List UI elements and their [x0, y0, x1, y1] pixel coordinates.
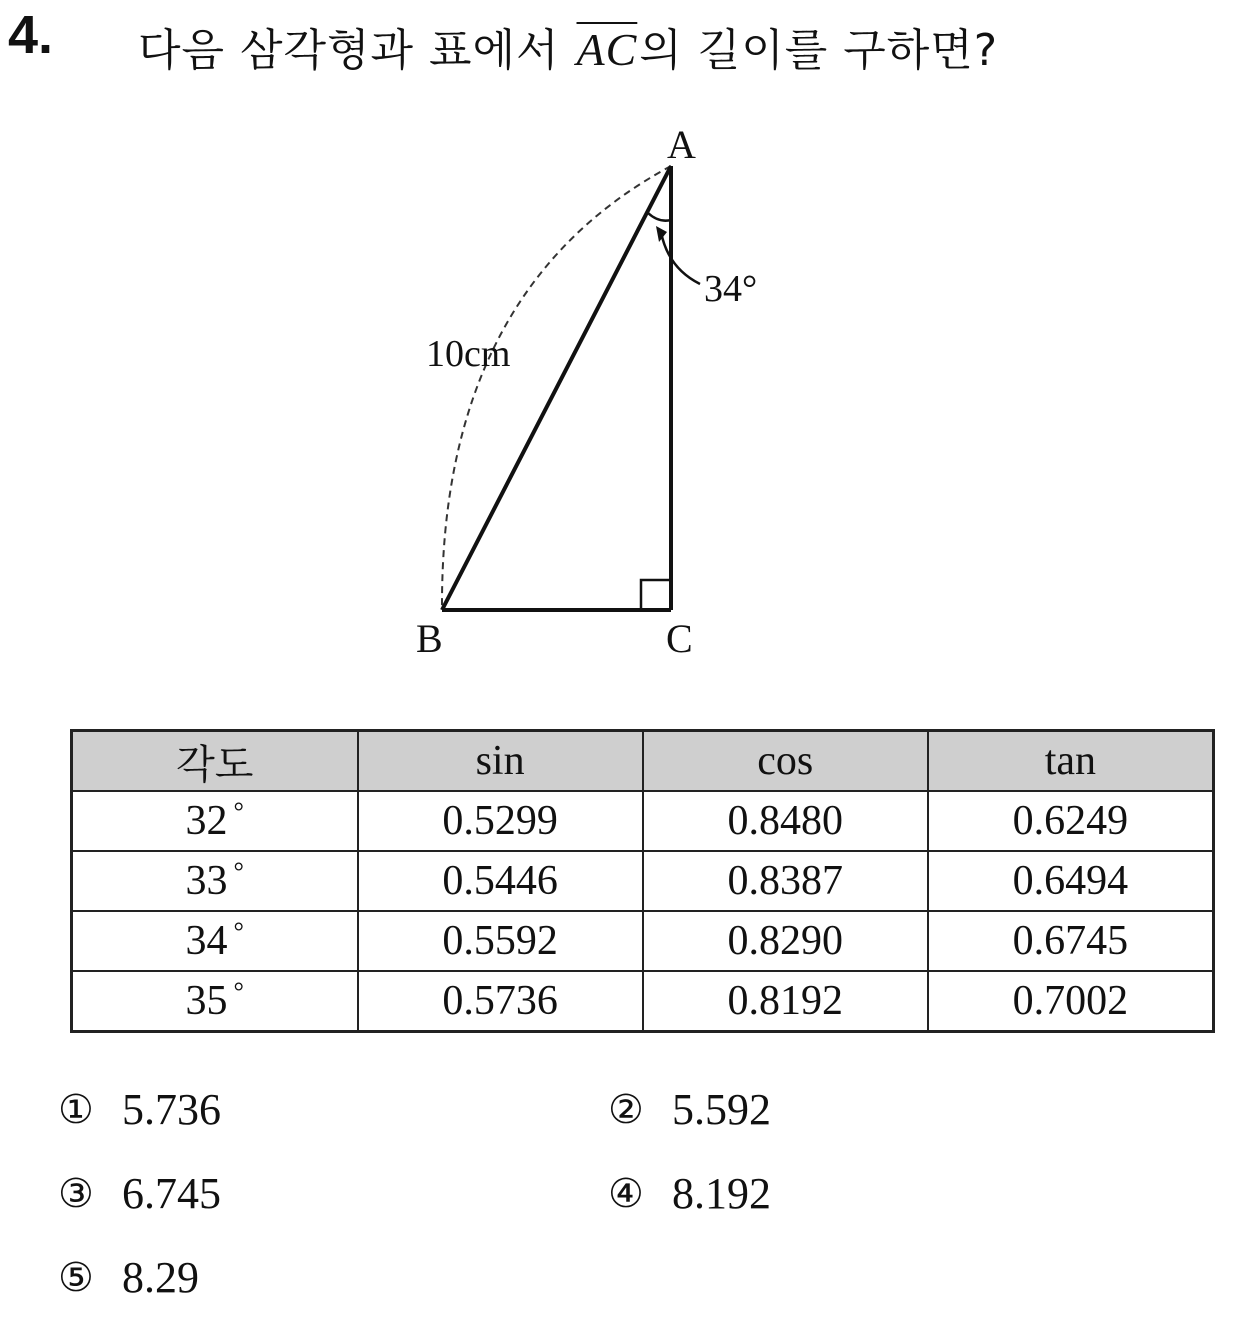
trig-table — [70, 729, 1215, 1033]
hypotenuse-length-label: 10cm — [426, 333, 511, 375]
choice-value: 8.29 — [122, 1253, 199, 1302]
angle-cell: 33 ° — [72, 851, 358, 911]
tan-cell: 0.7002 — [928, 971, 1214, 1032]
choice-1[interactable] — [58, 1084, 221, 1135]
choice-2[interactable] — [608, 1084, 771, 1135]
degree-mark: ° — [233, 857, 244, 886]
tan-cell: 0.6494 — [928, 851, 1214, 911]
header-angle: 각도 — [72, 731, 358, 792]
angle-arc-a — [648, 213, 671, 221]
table-row — [72, 851, 1214, 911]
header-cos: cos — [643, 731, 928, 792]
angle-pointer — [661, 232, 700, 284]
choice-value: 5.592 — [672, 1085, 771, 1134]
choice-3[interactable] — [58, 1168, 221, 1219]
angle-cell: 34 ° — [72, 911, 358, 971]
choice-value: 8.192 — [672, 1169, 771, 1218]
cos-cell: 0.8290 — [643, 911, 928, 971]
tan-cell: 0.6249 — [928, 791, 1214, 851]
choice-marker: ① — [58, 1086, 94, 1133]
choice-value: 5.736 — [122, 1085, 221, 1134]
choice-marker: ⑤ — [58, 1254, 94, 1301]
choice-marker: ② — [608, 1086, 644, 1133]
sin-cell: 0.5592 — [358, 911, 643, 971]
cos-cell: 0.8192 — [643, 971, 928, 1032]
choice-5[interactable] — [58, 1252, 199, 1303]
sin-cell: 0.5299 — [358, 791, 643, 851]
right-angle-mark — [641, 580, 671, 610]
table-row — [72, 971, 1214, 1032]
angle-cell: 35 ° — [72, 971, 358, 1032]
segment-ac-label: $\overline{AC}$ — [576, 24, 638, 75]
degree-mark: ° — [233, 917, 244, 946]
question-number: 4. — [8, 5, 54, 65]
question-text-after: 의 길이를 구하면? — [639, 25, 999, 76]
tan-cell: 0.6745 — [928, 911, 1214, 971]
sin-cell: 0.5446 — [358, 851, 643, 911]
table-row — [72, 911, 1214, 971]
angle-cell: 32 ° — [72, 791, 358, 851]
header-sin: sin — [358, 731, 643, 792]
vertex-c: C — [666, 616, 693, 661]
table-header-row — [72, 731, 1214, 792]
vertex-b: B — [416, 616, 443, 661]
question-text-before: 다음 삼각형과 표에서 — [138, 25, 560, 76]
degree-mark: ° — [233, 977, 244, 1006]
degree-mark: ° — [233, 797, 244, 826]
choice-value: 6.745 — [122, 1169, 221, 1218]
choice-marker: ④ — [608, 1170, 644, 1217]
cos-cell: 0.8387 — [643, 851, 928, 911]
table-row — [72, 791, 1214, 851]
angle-label: 34° — [704, 268, 758, 310]
choice-marker: ③ — [58, 1170, 94, 1217]
vertex-a: A — [667, 122, 696, 167]
sin-cell: 0.5736 — [358, 971, 643, 1032]
angle-pointer-head — [656, 226, 667, 242]
header-tan: tan — [928, 731, 1214, 792]
choice-4[interactable] — [608, 1168, 771, 1219]
cos-cell: 0.8480 — [643, 791, 928, 851]
